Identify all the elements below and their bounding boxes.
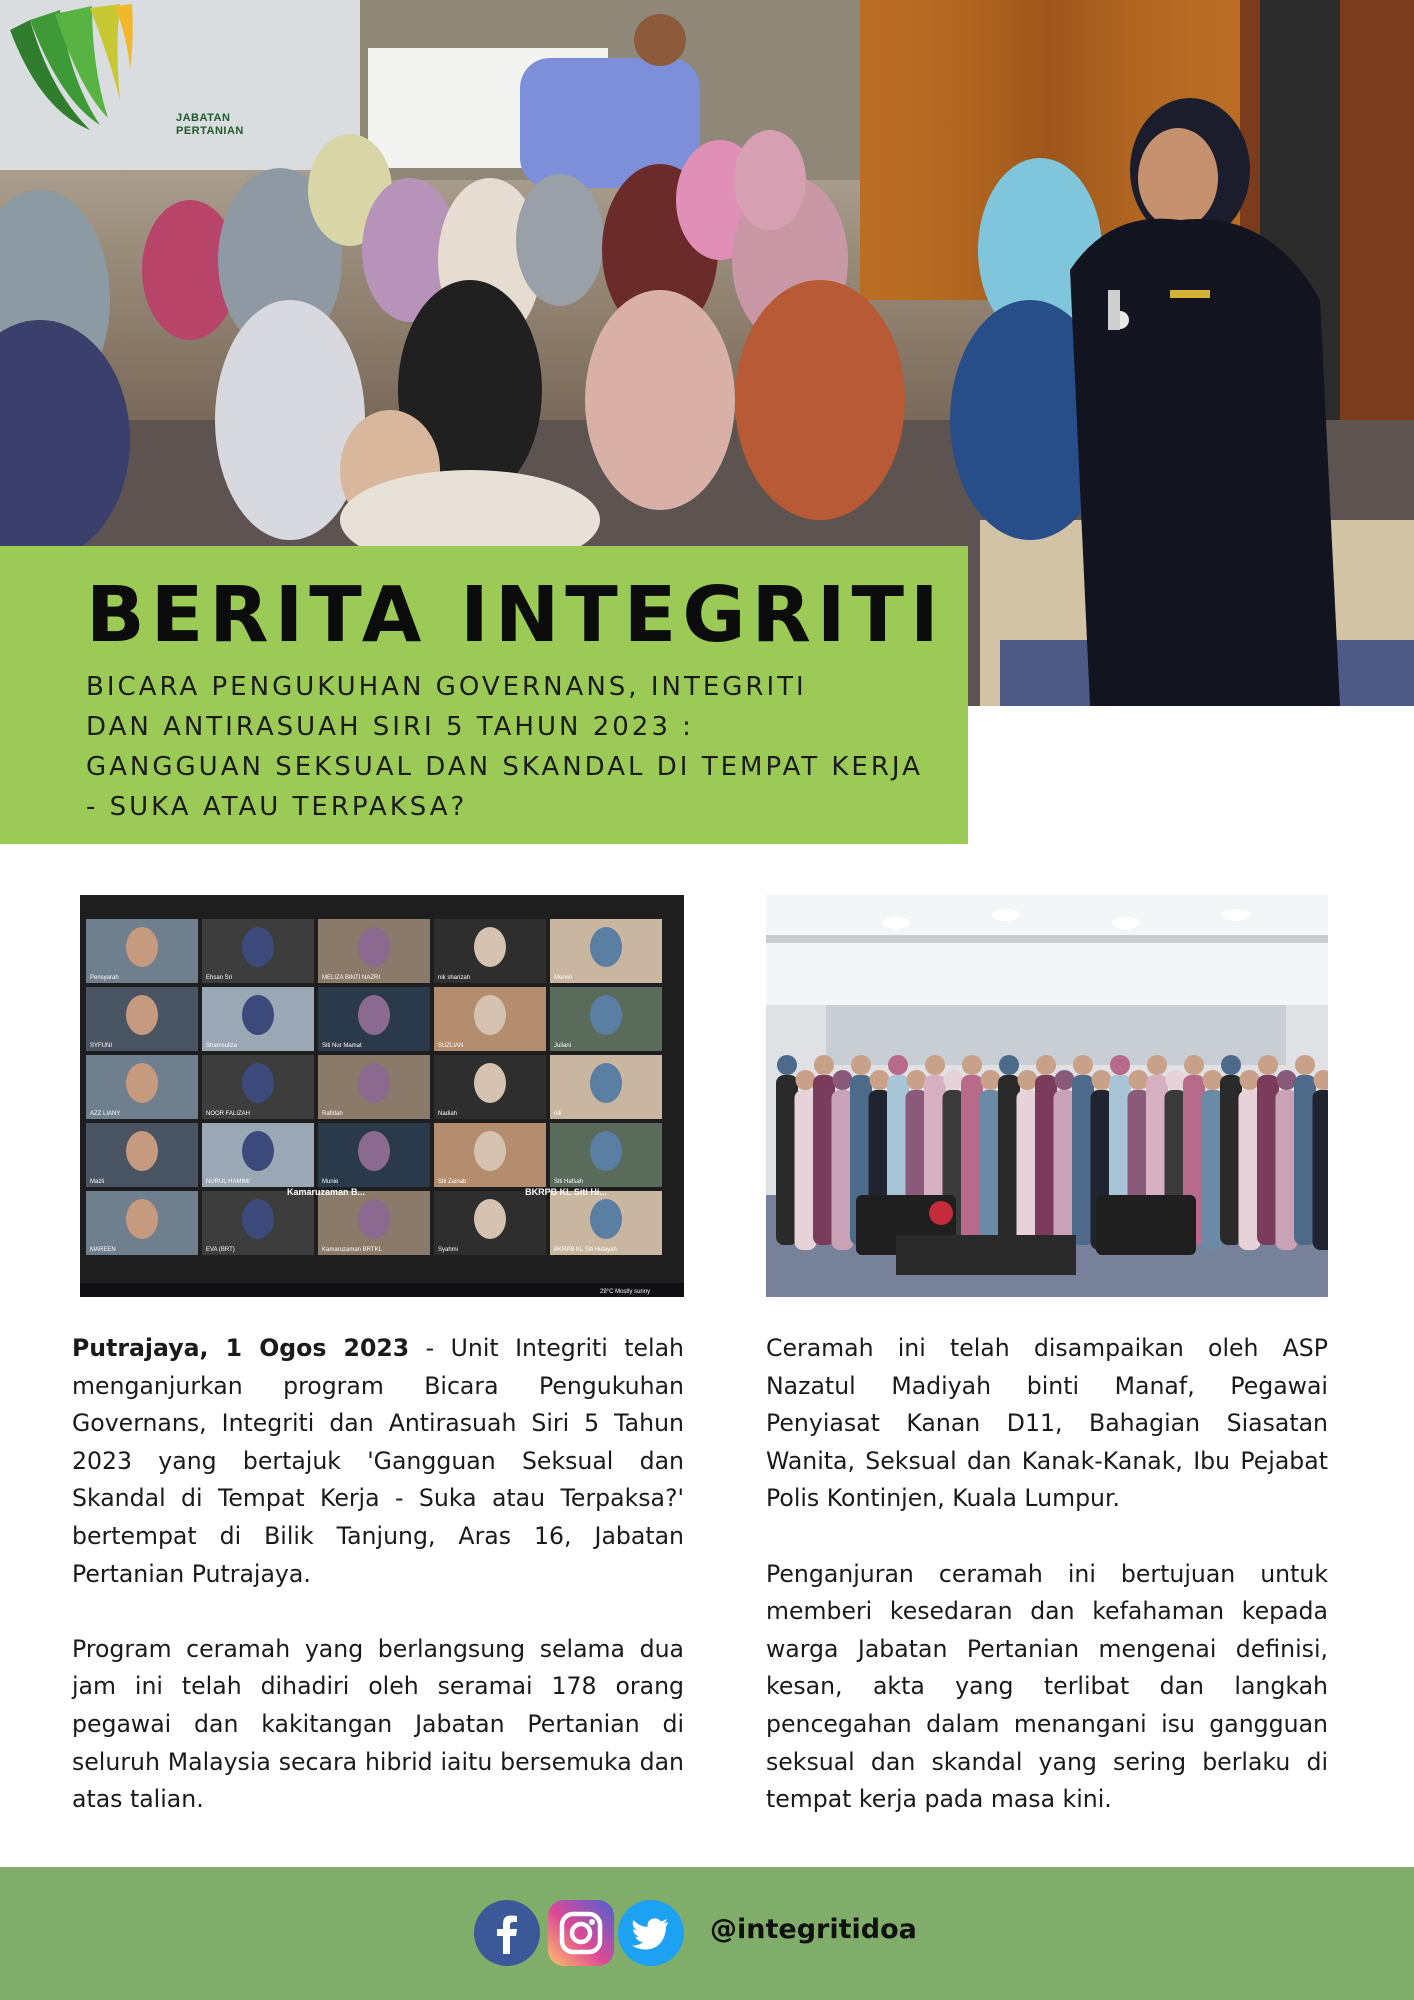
zoom-tile-label: Siti Hafsah (554, 1179, 584, 1185)
zoom-tile-label: Siti Zainab (438, 1179, 467, 1185)
group-person-head (962, 1055, 982, 1075)
zoom-tile-label: Ehsan Sri (206, 975, 233, 981)
page-title: BERITA INTEGRITI (86, 571, 945, 660)
group-person-head (1277, 1070, 1297, 1090)
article-paragraph: Program ceramah yang berlangsung selama dua jam ini telah dihadiri oleh seramai 178 orang pegawai dan kakitangan Jabatan Pertanian di seluruh Malaysia secara hibrid iaitu bersemuka dan atas talian. (72, 1634, 684, 1814)
group-person-head (1036, 1055, 1056, 1075)
group-person-head (1110, 1055, 1130, 1075)
zoom-tile (318, 1055, 430, 1119)
group-person-head (1147, 1055, 1167, 1075)
zoom-tile-label: Pensyarah (90, 975, 119, 981)
subtitle-line: DAN ANTIRASUAH SIRI 5 TAHUN 2023 : (86, 712, 694, 742)
zoom-tile (86, 1123, 198, 1187)
logo-text: JABATAN PERTANIAN (176, 112, 244, 137)
zoom-tile-label: Juliani (554, 1043, 572, 1049)
group-person-head (1073, 1055, 1093, 1075)
zoom-tile-label: Kamaruzaman BRTKL (322, 1247, 382, 1253)
zoom-tile-label: Nadiah (438, 1111, 458, 1117)
footer-bar (0, 1867, 1414, 2000)
group-person-head (1166, 1070, 1186, 1090)
subtitle-line: BICARA PENGUKUHAN GOVERNANS, INTEGRITI (86, 672, 807, 702)
zoom-tile-label: EVA (BRT) (206, 1247, 235, 1253)
zoom-tile-label: Shamsuliza (206, 1043, 238, 1049)
group-person-head (981, 1070, 1001, 1090)
zoom-tile-label: Syahmi (438, 1247, 459, 1253)
zoom-tile-label: SYFUNI (90, 1043, 113, 1049)
jabatan-pertanian-logo (0, 0, 170, 140)
article-right-column (766, 1330, 1328, 1856)
zoom-tile (86, 919, 198, 983)
zoom-tile (550, 1055, 662, 1119)
zoom-tile-label: NURUL HAMIMI (206, 1179, 250, 1185)
zoom-tile-label: BKRPB KL Siti Hidayah (554, 1247, 617, 1253)
zoom-tile-label: Munie (322, 1179, 339, 1185)
zoom-gallery (80, 895, 684, 1297)
zoom-tile (550, 1123, 662, 1187)
group-person-head (1295, 1055, 1315, 1075)
page-subtitle (86, 667, 956, 827)
zoom-tile-label: SUZLIAN (438, 1043, 464, 1049)
group-person-head (907, 1070, 927, 1090)
zoom-tile (86, 1191, 198, 1255)
zoom-tile-label: NOOR FALIZAH (206, 1111, 251, 1117)
group-person-head (1221, 1055, 1241, 1075)
zoom-tile-label: Rafidah (322, 1111, 343, 1117)
social-handle[interactable]: @integritidoa (710, 1914, 917, 1945)
group-person-head (851, 1055, 871, 1075)
zoom-tile (86, 987, 198, 1051)
group-person-head (944, 1070, 964, 1090)
group-person-head (1258, 1055, 1278, 1075)
group-person-head (1240, 1070, 1260, 1090)
zoom-tile (202, 1191, 314, 1255)
group-person-head (870, 1070, 890, 1090)
group-person-head (1129, 1070, 1149, 1090)
zoom-tile-label: Mervin (554, 975, 573, 981)
zoom-tile (202, 1055, 314, 1119)
zoom-meeting-photo (80, 895, 684, 1297)
article-paragraph: Ceramah ini telah disampaikan oleh ASP Nazatul Madiyah binti Manaf, Pegawai Penyiasat Kanan D11, Bahagian Siasatan Wanita, Seksual dan Kanak-Kanak, Ibu Pejabat Polis Kontinjen, Kuala Lumpur. (766, 1334, 1328, 1513)
group-person (1313, 1090, 1329, 1250)
group-person-head (1203, 1070, 1223, 1090)
twitter-icon[interactable] (618, 1900, 684, 1966)
zoom-tile-label: nik sharizah (438, 975, 471, 981)
zoom-tile (318, 1123, 430, 1187)
dateline: Putrajaya, 1 Ogos 2023 (72, 1334, 410, 1362)
zoom-tile (550, 919, 662, 983)
zoom-tile (434, 1123, 546, 1187)
group-person-head (888, 1055, 908, 1075)
instagram-icon[interactable] (548, 1900, 614, 1966)
zoom-tile (86, 1055, 198, 1119)
taskbar-weather: 29°C Mostly sunny (600, 1289, 651, 1295)
group-person-head (1055, 1070, 1075, 1090)
zoom-tile (550, 987, 662, 1051)
group-person-head (1184, 1055, 1204, 1075)
zoom-tile-label: MAREEN (90, 1247, 116, 1253)
zoom-tile-label: Mazli (90, 1179, 105, 1185)
zoom-tile-label: MELIZA BINTI NAZRI (322, 975, 381, 981)
article-left-column (72, 1330, 684, 1856)
facebook-icon[interactable] (474, 1900, 540, 1966)
group-person-head (833, 1070, 853, 1090)
group-person-head (796, 1070, 816, 1090)
group-person-head (777, 1055, 797, 1075)
zoom-tile (318, 1191, 430, 1255)
zoom-tile (202, 919, 314, 983)
group-person-head (1092, 1070, 1112, 1090)
zoom-name-card: BKRPB KL Siti Hi... (525, 1187, 607, 1197)
group-person-head (814, 1055, 834, 1075)
subtitle-line: GANGGUAN SEKSUAL DAN SKANDAL DI TEMPAT KERJA (86, 752, 923, 782)
zoom-tile (202, 1123, 314, 1187)
zoom-tile (318, 987, 430, 1051)
group-person-head (999, 1055, 1019, 1075)
zoom-tile-label: AZZ LIANY (90, 1111, 121, 1117)
zoom-tile (434, 1055, 546, 1119)
zoom-tile (202, 987, 314, 1051)
zoom-tile-label: nik (554, 1111, 562, 1117)
group-person-head (1018, 1070, 1038, 1090)
group-photo (766, 895, 1328, 1297)
zoom-tile (434, 1191, 546, 1255)
taskbar (80, 1283, 684, 1297)
zoom-tile (434, 919, 546, 983)
zoom-name-card: Kamaruzaman B... (286, 1187, 366, 1197)
zoom-tile (318, 919, 430, 983)
article-paragraph: Putrajaya, 1 Ogos 2023 - Unit Integriti telah menganjurkan program Bicara Pengukuhan Governans, Integriti dan Antirasuah Siri 5 Tahun 2023 yang bertajuk 'Gangguan Seksual dan Skandal di Tempat Kerja - Suka atau Terpaksa?' bertempat di Bilik Tanjung, Aras 16, Jabatan Pertanian Putrajaya. (72, 1334, 684, 1588)
group-photo-scene (766, 895, 1328, 1297)
zoom-tile (550, 1191, 662, 1255)
subtitle-line: - SUKA ATAU TERPAKSA? (86, 792, 468, 822)
group-person-head (925, 1055, 945, 1075)
zoom-tile-label: Siti Nur Mamat (322, 1043, 362, 1049)
article-paragraph: Penganjuran ceramah ini bertujuan untuk memberi kesedaran dan kefahaman kepada warga Jabatan Pertanian mengenai definisi, kesan, akta yang terlibat dan langkah pencegahan dalam menangani isu gangguan seksual dan skandal yang sering berlaku di tempat kerja pada masa kini. (766, 1559, 1328, 1814)
zoom-tile (434, 987, 546, 1051)
